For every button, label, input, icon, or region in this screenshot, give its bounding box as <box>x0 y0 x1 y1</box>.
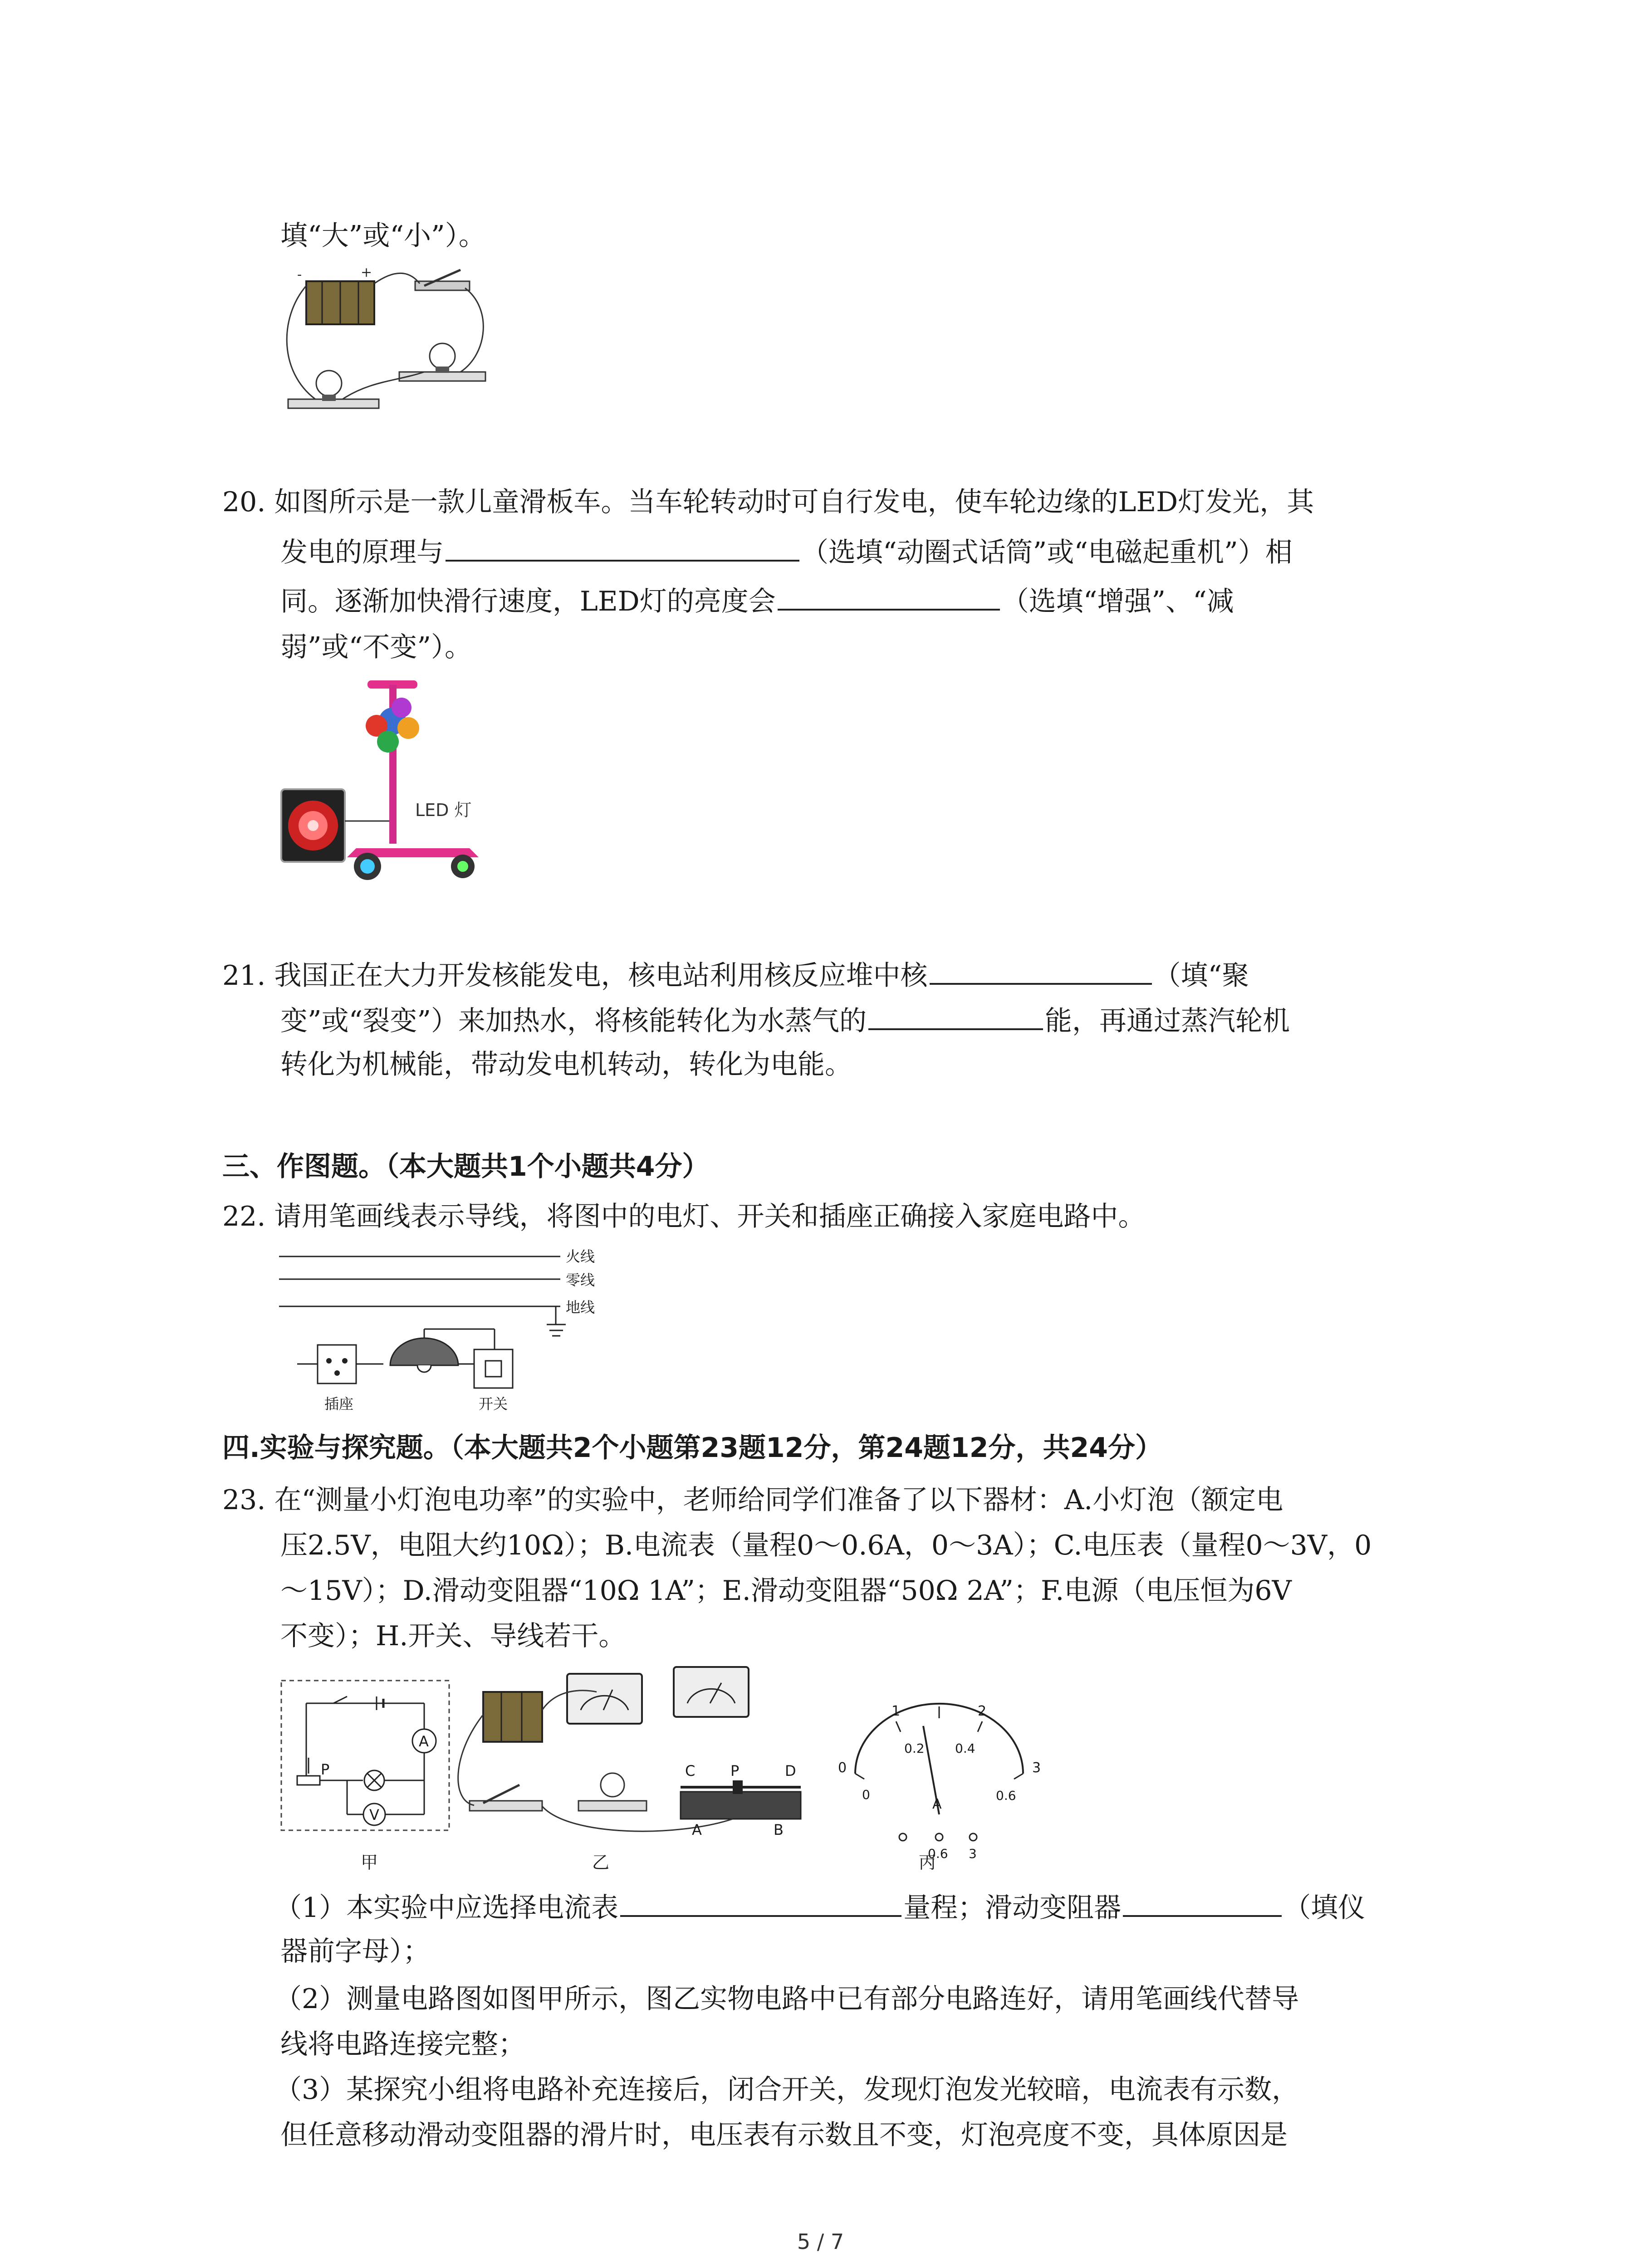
meter-outer-2: 2 <box>978 1703 987 1719</box>
q23-p3-line1: （3）某探究小组将电路补充连接后，闭合开关，发现灯泡发光较暗，电流表有示数， <box>274 2074 1299 2106</box>
meter-inner-06: 0.6 <box>996 1788 1016 1803</box>
meter-terminal-06: 0.6 <box>928 1846 948 1861</box>
q21-blank-1[interactable] <box>930 955 1152 985</box>
meter-unit-label: A <box>932 1796 942 1812</box>
q23-blank-rheostat[interactable] <box>1123 1887 1282 1917</box>
meter-inner-04: 0.4 <box>955 1741 975 1756</box>
q21-line2-start: 变”或“裂变”）来加热水，将核能转化为水蒸气的 <box>280 1005 867 1037</box>
q23-line4: 不变）；H.开关、导线若干。 <box>280 1620 626 1652</box>
rheostat-p-label: P <box>730 1762 740 1779</box>
meter-inner-02: 0.2 <box>904 1741 925 1756</box>
q20-line2 <box>280 532 1293 572</box>
meter-terminal-3: 3 <box>969 1846 977 1861</box>
q20-line2-start: 发电的原理与 <box>280 537 444 568</box>
voltmeter-symbol-label: V <box>369 1806 379 1823</box>
led-label: LED 灯 <box>415 800 472 820</box>
ammeter-symbol-label: A <box>419 1733 429 1750</box>
meter-outer-0: 0 <box>838 1760 847 1776</box>
q19-circuit-figure <box>279 263 497 422</box>
meter-inner-0: 0 <box>862 1787 870 1802</box>
neutral-wire-label: 零线 <box>566 1271 595 1289</box>
socket-label: 插座 <box>324 1395 354 1413</box>
page-number: 5 / 7 <box>797 2229 844 2254</box>
svg-text:+: + <box>361 264 372 280</box>
q23-p3-line2: 但任意移动滑动变阻器的滑片时，电压表有示数且不变，灯泡亮度不变，具体原因是 <box>280 2119 1288 2151</box>
meter-outer-1: 1 <box>892 1703 901 1719</box>
q23-p1-start: （1）本实验中应选择电流表 <box>274 1892 619 1924</box>
figure-yi-caption: 乙 <box>592 1853 610 1872</box>
q23-line3: ～15V）；D.滑动变阻器“10Ω 1A”；E.滑动变阻器“50Ω 2A”；F.电源（电压恒为6V <box>280 1575 1292 1607</box>
q19-tail-text: 填“大”或“小”）。 <box>280 220 486 252</box>
q23-p1-end: （填仪 <box>1283 1892 1366 1924</box>
q21-line2-end: 能，再通过蒸汽轮机 <box>1045 1005 1290 1037</box>
q20-blank-1[interactable] <box>446 532 799 562</box>
section-3-heading: 三、作图题。（本大题共1个小题共4分） <box>222 1151 710 1183</box>
slider-p-label: P <box>321 1761 330 1778</box>
q23-p1-mid: 量程；滑动变阻器 <box>903 1892 1122 1924</box>
q23-figures <box>279 1665 1059 1878</box>
q21-line1 <box>222 955 1249 995</box>
q21-line1-end: （填“聚 <box>1153 960 1249 992</box>
figure-bing-caption: 丙 <box>919 1853 936 1872</box>
q21-line1-start: 21. 我国正在大力开发核能发电，核电站利用核反应堆中核 <box>222 960 928 992</box>
switch-label: 开关 <box>479 1395 508 1413</box>
q20-line3-start: 同。逐渐加快滑行速度，LED灯的亮度会 <box>280 586 776 617</box>
q21-line2 <box>280 1000 1290 1040</box>
q20-blank-2[interactable] <box>778 581 1000 611</box>
q23-line2: 压2.5V，电阻大约10Ω）；B.电流表（量程0～0.6A，0～3A）；C.电压表（量程0～3V，0 <box>280 1530 1372 1561</box>
q22-text: 22. 请用笔画线表示导线，将图中的电灯、开关和插座正确接入家庭电路中。 <box>222 1201 1146 1232</box>
scooter-figure <box>279 676 497 885</box>
rheostat-a-label: A <box>692 1821 702 1838</box>
q21-blank-2[interactable] <box>868 1000 1043 1030</box>
q23-p1-line1 <box>274 1887 1365 1927</box>
household-circuit-figure <box>279 1245 615 1418</box>
svg-text:-: - <box>297 267 302 283</box>
q23-p1-line2: 器前字母）； <box>280 1936 430 1967</box>
rheostat-c-label: C <box>685 1762 696 1779</box>
q23-p2-line1: （2）测量电路图如图甲所示，图乙实物电路中已有部分电路连好，请用笔画线代替导 <box>274 1983 1299 2015</box>
q23-line1: 23. 在“测量小灯泡电功率”的实验中，老师给同学们准备了以下器材：A.小灯泡（额定电 <box>222 1484 1283 1516</box>
q20-line4: 弱”或“不变”）。 <box>280 631 472 663</box>
q20-line3-end: （选填“增强”、“减 <box>1001 586 1234 617</box>
rheostat-b-label: B <box>774 1821 784 1838</box>
q20-line1: 20. 如图所示是一款儿童滑板车。当车轮转动时可自行发电，使车轮边缘的LED灯发光，其 <box>222 486 1314 518</box>
live-wire-label: 火线 <box>566 1248 595 1265</box>
rheostat-d-label: D <box>785 1762 796 1779</box>
q20-line3 <box>280 581 1234 621</box>
q23-blank-ammeter-range[interactable] <box>620 1887 901 1917</box>
section-4-heading: 四.实验与探究题。（本大题共2个小题第23题12分，第24题12分，共24分） <box>222 1432 1163 1464</box>
ground-wire-label: 地线 <box>566 1299 595 1316</box>
q20-line2-end: （选填“动圈式话筒”或“电磁起重机”）相 <box>801 537 1293 568</box>
figure-jia-caption: 甲 <box>361 1853 378 1872</box>
q21-line3: 转化为机械能，带动发电机转动，转化为电能。 <box>280 1049 852 1080</box>
q23-p2-line2: 线将电路连接完整； <box>280 2028 525 2060</box>
meter-outer-3: 3 <box>1032 1760 1041 1776</box>
